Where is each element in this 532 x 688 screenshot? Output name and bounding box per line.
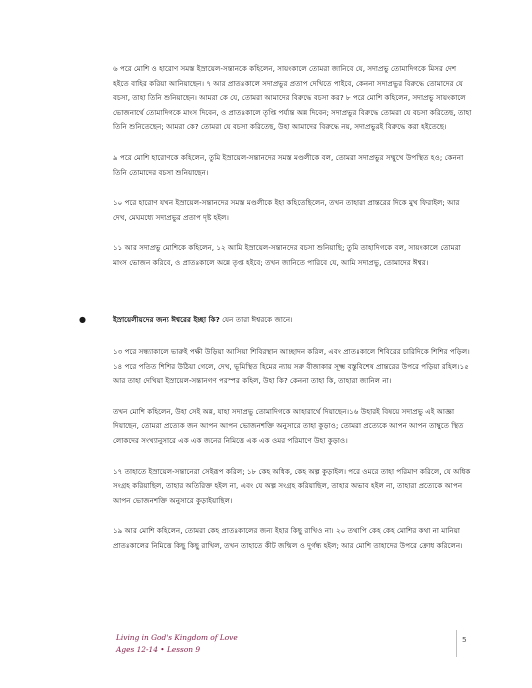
footer-title: Living in God's Kingdom of Love xyxy=(116,633,238,642)
bullet-icon: ● xyxy=(79,315,86,324)
paragraph: ১১ আর সদাপ্রভু মোশিকে কহিলেন, ১২ আমি ইস্রায়েল-সন্তানদের বচসা শুনিয়াছি; তুমি তাহাদিগকে বল, সায়ংকালে তোমরা মাংস ভোজন করিবে, ও প্রাতঃকালে অন্নে তৃপ্ত হইবে; তখন জানিতে পারিবে যে, আমি সদাপ্রভু, তোমাদের ঈশ্বর। xyxy=(113,243,461,267)
bullet-question: ইস্রায়েলীয়দের জন্য ঈশ্বরের ইচ্ছা কি? xyxy=(113,315,220,324)
paragraph: ১০ পরে হারোণ যখন ইস্রায়েল-সন্তানদের সমস্ত মণ্ডলীকে ইহা কহিতেছিলেন, তখন তাহারা প্রান্তরের দিকে মুখ ফিরাইল; আর দেখ, মেঘমধ্যে সদাপ্রভুর প্রতাপ দৃষ্ট হইল। xyxy=(113,198,460,222)
paragraph: ৬ পরে মোশি ও হারোণ সমস্ত ইস্রায়েল-সন্তানকে কহিলেন, সায়ংকালে তোমরা জানিবে যে, সদাপ্রভু তোমাদিগকে মিসর দেশ হইতে বাহির করিয়া আনিয়াছেন। ৭ আর প্রাতঃকালে সদাপ্রভুর প্রতাপ দেখিতে পাইবে, কেননা সদাপ্রভুর বিরুদ্ধে তোমাদের যে বচসা, তাহা তিনি শুনিয়াছেন। আমরা কে যে, তোমরা আমাদের বিরুদ্ধে বচসা কর? ৮ পরে মোশি কহিলেন, সদাপ্রভু সায়ংকালে ভোজনার্থে তোমাদিগকে মাংস দিবেন, ও প্রাতঃকালে তৃপ্তি পর্য্যন্ত অন্ন দিবেন; সদাপ্রভুর বিরুদ্ধে তোমরা যে বচসা করিতেছ, তাহা তিনি শুনিতেছেন; আমরা কে? তোমরা যে বচসা করিতেছ, উহা আমাদের বিরুদ্ধে নয়, সদাপ্রভুরই বিরুদ্ধে করা হইতেছে। xyxy=(113,64,472,132)
scripture-block-2 xyxy=(113,345,473,570)
bullet-item xyxy=(79,313,473,328)
scripture-block-1 xyxy=(113,62,473,287)
page-number: 5 xyxy=(462,635,467,644)
paragraph: ১৯ আর মোশি কহিলেন, তোমরা কেহ প্রাতঃকালের জন্য ইহার কিছু রাখিও না। ২০ তথাপি কেহ কেহ মোশির কথা না মানিয়া প্রাতঃকালের নিমিত্তে কিছু কিছু রাখিল, তখন তাহাতে কীট জন্মিল ও দুর্গন্ধ হইল; আর মোশি তাহাদের উপরে ক্রোধ করিলেন। xyxy=(113,526,463,550)
footer-divider xyxy=(456,630,457,657)
page-footer xyxy=(0,627,532,667)
paragraph: ৯ পরে মোশি হারোণকে কহিলেন, তুমি ইস্রায়েল-সন্তানদের সমস্ত মণ্ডলীকে বল, তোমরা সদাপ্রভুর সম্মুখে উপস্থিত হও; কেননা তিনি তোমাদের বচসা শুনিয়াছেন। xyxy=(113,152,464,177)
paragraph: তখন মোশি কহিলেন, উহা সেই অন্ন, যাহা সদাপ্রভু তোমাদিগকে আহারার্থে দিয়াছেন।১৬ উহারই বিষয়ে সদাপ্রভু এই আজ্ঞা দিয়াছেন, তোমরা প্রত্যেক জন আপন আপন ভোজনশক্তি অনুসারে তাহা কুড়াও; তোমরা প্রত্যেকে আপন আপন তাম্বুতে স্থিত লোকদের সংখ্যানুসারে এক এক জনের নিমিত্তে এক এক ওমর পরিমাণে উহা কুড়াও। xyxy=(113,406,464,445)
footer-subtitle: Ages 12-14 • Lesson 9 xyxy=(116,645,201,654)
paragraph: ১৩ পরে সন্ধ্যাকালে ভারুই পক্ষী উড়িয়া আসিয়া শিবিরস্থান আচ্ছাদন করিল, এবং প্রাতঃকালে শিবিরের চারিদিকে শিশির পড়িল। ১৪ পরে পতিত শিশির উঠিয়া গেলে, দেখ, ভূমিস্থিত হিমের ন্যায় সরু বীজাকার সূক্ষ্ম বস্তুবিশেষ প্রান্তরের উপরে পড়িয়া রহিল।১৫ আর তাহা দেখিয়া ইস্রায়েল-সন্তানগণ পরস্পর কহিল, উহা কি? কেননা তাহা কি, তাহারা জানিল না। xyxy=(113,347,470,386)
question-bullet xyxy=(79,313,473,342)
paragraph: ১৭ তাহাতে ইস্রায়েল-সন্তানেরা সেইরূপ করিল; ১৮ কেহ অধিক, কেহ অল্প কুড়াইল। পরে ওমরে তাহা পরিমাণ করিলে, যে অধিক সংগ্রহ করিয়াছিল, তাহার অতিরিক্ত হইল না, এবং যে অল্প সংগ্রহ করিয়াছিল, তাহার অভাব হইল না, তাহারা প্রত্যেকে আপন আপন ভোজনশক্তি অনুসারে কুড়াইয়াছিল। xyxy=(113,466,471,505)
bullet-answer: যেন তারা ঈশ্বরকে জানে। xyxy=(219,315,293,324)
